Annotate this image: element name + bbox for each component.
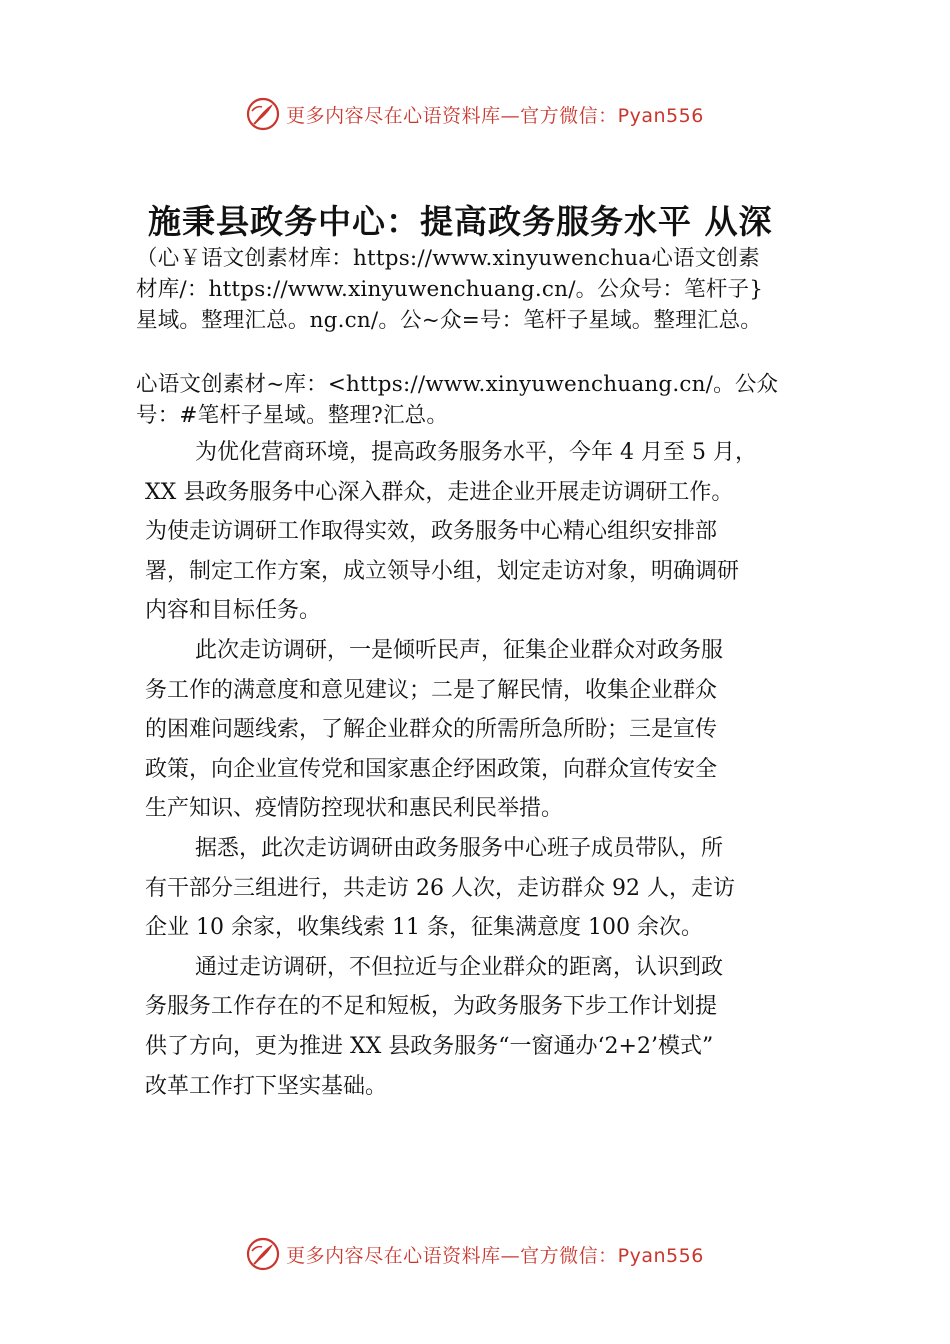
text-line: 署，制定工作方案，成立领导小组，划定走访对象，明确调研: [145, 558, 740, 584]
text-line: 企业 10 余家，收集线索 11 条，征集满意度 100 余次。: [145, 915, 703, 941]
note-line: 材库/：https://www.xinyuwenchuang.cn/。公众号：笔杆子}: [136, 277, 764, 302]
text-line: 生产知识、疫情防控现状和惠民利民举措。: [145, 796, 564, 822]
quill-logo-icon: [246, 1237, 280, 1271]
banner-text-en: Pyan556: [617, 104, 704, 127]
text-line: 务服务工作存在的不足和短板，为政务服务下步工作计划提: [145, 994, 718, 1020]
text-line: 据悉，此次走访调研由政务服务中心班子成员带队，所: [195, 835, 724, 861]
banner-text: [286, 101, 704, 128]
text-line: 供了方向，更为推进 XX 县政务服务“一窗通办‘2+2’模式”: [145, 1033, 714, 1059]
text-line: 通过走访调研，不但拉近与企业群众的距离，认识到政: [195, 954, 724, 980]
banner-text-cn: 更多内容尽在心语资料库—官方微信：: [286, 1244, 618, 1267]
text-line: XX 县政务服务中心深入群众，走进企业开展走访调研工作。: [145, 479, 734, 505]
source-note-1: [136, 243, 856, 336]
text-line: 为使走访调研工作取得实效，政务服务中心精心组织安排部: [145, 519, 718, 545]
paragraph-3: [145, 829, 845, 948]
paragraph-2: [145, 631, 845, 829]
paragraph-1: [145, 433, 845, 631]
text-line: 务工作的满意度和意见建议；二是了解民情，收集企业群众: [145, 677, 718, 703]
note-line: 心语文创素材~库：<https://www.xinyuwenchuang.cn/。公众: [136, 372, 779, 397]
text-line: 政策，向企业宣传党和国家惠企纾困政策，向群众宣传安全: [145, 756, 718, 782]
note-line: 号：#笔杆子星域。整理?汇总。: [136, 403, 449, 428]
footer-banner: [0, 1234, 950, 1274]
text-line: 内容和目标任务。: [145, 598, 322, 624]
text-line: 为优化营商环境，提高政务服务水平，今年 4 月至 5 月，: [195, 440, 757, 465]
text-line: 有干部分三组进行，共走访 26 人次，走访群众 92 人，走访: [145, 875, 735, 901]
note-line: 星域。整理汇总。ng.cn/。公~众=号：笔杆子星域。整理汇总。: [136, 308, 763, 333]
paragraph-4: [145, 948, 845, 1106]
text-line: 此次走访调研，一是倾听民声，征集企业群众对政务服: [195, 637, 724, 663]
header-banner: [0, 94, 950, 134]
document-title: 施秉县政务中心：提高政务服务水平 从深: [148, 202, 773, 241]
quill-logo-icon: [246, 97, 280, 131]
note-line: （心￥语文创素材库：https://www.xinyuwenchua心语文创素: [136, 246, 760, 271]
text-line: 的困难问题线索，了解企业群众的所需所急所盼；三是宣传: [145, 717, 718, 743]
banner-text-en: Pyan556: [617, 1244, 704, 1267]
banner-text-cn: 更多内容尽在心语资料库—官方微信：: [286, 104, 618, 127]
article-body: [145, 433, 845, 1106]
banner-text: [286, 1241, 704, 1268]
text-line: 改革工作打下坚实基础。: [145, 1073, 388, 1099]
source-note-2: [136, 369, 856, 431]
